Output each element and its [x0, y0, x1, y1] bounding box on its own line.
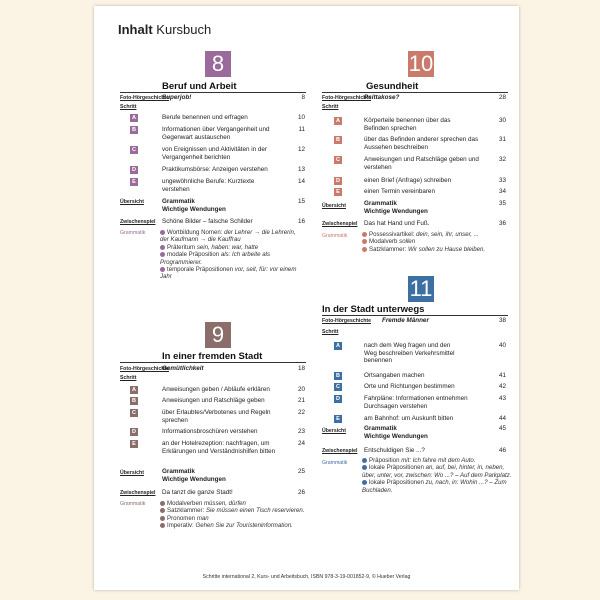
- item-page: 44: [498, 415, 506, 422]
- list-item: Orte und Richtungen bestimmen: [364, 383, 455, 390]
- bullet-icon: [362, 480, 367, 485]
- zwischen-label: Zwischenspiel: [120, 490, 156, 496]
- chapter-title-9: In einer fremden Stadt: [162, 351, 263, 362]
- step-box: A: [334, 342, 342, 350]
- chapter-number-9: 9: [205, 322, 231, 348]
- item-page: 20: [297, 386, 305, 393]
- grammar-item: Modalverben müssen, dürfen: [160, 500, 310, 507]
- step-box: D: [334, 177, 342, 185]
- chapter-title-8: Beruf und Arbeit: [162, 81, 237, 92]
- bullet-icon: [160, 267, 165, 272]
- foto-label: Foto-Hörgeschichte: [120, 366, 169, 372]
- divider: [322, 315, 508, 316]
- foto-label: Foto-Hörgeschichte: [120, 95, 169, 101]
- chapter-number-10: 10: [408, 51, 434, 76]
- foto-page: 8: [301, 94, 305, 101]
- step-box: D: [130, 428, 138, 436]
- list-item: nach dem Weg fragen und den Weg beschreiben Verkehrsmittel benennen: [364, 342, 455, 364]
- list-item: Berufe benennen und erfragen: [162, 114, 248, 121]
- chapter-title-11: In der Stadt unterwegs: [322, 304, 425, 315]
- bullet-icon: [362, 239, 367, 244]
- grammar-list: [160, 229, 300, 281]
- schritt-label: Schritt: [120, 375, 137, 381]
- step-box: A: [334, 117, 342, 125]
- book-page: [94, 6, 519, 590]
- item-page: 22: [297, 409, 305, 416]
- zwischen-text: Da tanzt die ganze Stadt!: [162, 489, 233, 496]
- divider: [120, 362, 306, 363]
- step-box: B: [334, 136, 342, 144]
- item-page: 43: [498, 395, 506, 402]
- bullet-icon: [160, 523, 165, 528]
- zwischen-page: 46: [498, 447, 506, 454]
- divider: [322, 92, 508, 93]
- zwischen-page: 16: [297, 218, 305, 225]
- grammar-item: Imperativ: Gehen Sie zur Touristeninformation.: [160, 522, 310, 529]
- foto-page: 28: [498, 94, 506, 101]
- step-box: E: [334, 188, 342, 196]
- step-box: B: [130, 126, 138, 134]
- grammar-item: Modalverb sollen: [362, 238, 508, 245]
- zwischen-page: 36: [498, 220, 506, 227]
- item-page: 41: [498, 372, 506, 379]
- grammar-item: Possessivartikel: dein, sein, ihr, unser, ...: [362, 231, 508, 238]
- bullet-icon: [362, 458, 367, 463]
- list-item: Anweisungen und Ratschläge geben und verstehen: [364, 156, 479, 171]
- divider: [120, 92, 306, 93]
- step-box: C: [130, 146, 138, 154]
- grammatik-label: Grammatik: [322, 460, 348, 466]
- item-page: 31: [498, 136, 506, 143]
- uebersicht-page: 45: [498, 425, 506, 432]
- foto-title: Psittakose?: [364, 94, 400, 101]
- step-box: D: [130, 166, 138, 174]
- foto-label: Foto-Hörgeschichte: [322, 318, 371, 324]
- uebersicht-page: 25: [297, 468, 305, 475]
- bullet-icon: [160, 516, 165, 521]
- foto-page: 38: [498, 317, 506, 324]
- item-page: 14: [297, 178, 305, 185]
- list-item: über das Befinden anderer sprechen das Aussehen beschreiben: [364, 136, 479, 151]
- grammar-item: Präposition mit: Ich fahre mit dem Auto.: [362, 457, 512, 464]
- step-box: C: [334, 383, 342, 391]
- grammar-item: Pronomen man: [160, 515, 310, 522]
- grammar-list: [160, 500, 310, 530]
- zwischen-label: Zwischenspiel: [120, 219, 156, 225]
- uebersicht-label: Übersicht: [322, 203, 346, 209]
- uebersicht-text: Grammatik Wichtige Wendungen: [162, 198, 226, 213]
- bullet-icon: [362, 247, 367, 252]
- item-page: 33: [498, 177, 506, 184]
- list-item: Informationsbroschüren verstehen: [162, 428, 258, 435]
- list-item: Informationen über Vergangenheit und Gegenwart austauschen: [162, 126, 270, 141]
- list-item: Anweisungen und Ratschläge geben: [162, 397, 265, 404]
- bullet-icon: [160, 230, 165, 235]
- step-box: A: [130, 386, 138, 394]
- uebersicht-label: Übersicht: [322, 428, 346, 434]
- item-page: 42: [498, 383, 506, 390]
- item-page: 13: [297, 166, 305, 173]
- list-item: einen Brief (Anfrage) schreiben: [364, 177, 452, 184]
- item-page: 34: [498, 188, 506, 195]
- list-item: ungewöhnliche Berufe: Kurztexte verstehen: [162, 178, 255, 193]
- step-box: B: [334, 372, 342, 380]
- grammar-item: Satzklammer: Sie müssen einen Tisch reservieren.: [160, 507, 310, 514]
- foto-title: Superjob!: [162, 94, 192, 101]
- schritt-label: Schritt: [322, 104, 339, 110]
- chapter-title-10: Gesundheit: [366, 81, 419, 92]
- zwischen-text: Entschuldigen Sie ...?: [364, 447, 425, 454]
- list-item: Anweisungen geben / Abläufe erklären: [162, 386, 270, 393]
- item-page: 30: [498, 117, 506, 124]
- zwischen-label: Zwischenspiel: [322, 448, 358, 454]
- uebersicht-text: Grammatik Wichtige Wendungen: [162, 468, 226, 483]
- grammatik-label: Grammatik: [120, 230, 146, 236]
- step-box: C: [334, 156, 342, 164]
- grammar-item: temporale Präpositionen vor, seit, für: vor einem Jahr: [160, 266, 297, 281]
- bullet-icon: [160, 501, 165, 506]
- list-item: Fahrpläne: Informationen entnehmen Durchsagen verstehen: [364, 395, 468, 410]
- step-box: B: [130, 397, 138, 405]
- grammar-list: [362, 457, 512, 494]
- uebersicht-label: Übersicht: [120, 199, 144, 205]
- zwischen-text: Schöne Bilder – falsche Schilder: [162, 218, 253, 225]
- chapter-number-11: 11: [409, 276, 433, 301]
- zwischen-label: Zwischenspiel: [322, 221, 358, 227]
- item-page: 10: [297, 114, 305, 121]
- grammar-item: Wortbildung Nomen: der Lehrer → die Lehrerin, der Kaufmann → die Kauffrau: [160, 229, 296, 244]
- footer-text: Schritte international 2, Kurs- und Arbeitsbuch, ISBN 978-3-19-001852-9, © Hueber Verlag: [202, 574, 411, 580]
- step-box: E: [334, 415, 342, 423]
- schritt-label: Schritt: [120, 104, 137, 110]
- item-page: 12: [297, 146, 305, 153]
- item-page: 24: [297, 440, 305, 447]
- uebersicht-page: 15: [297, 198, 305, 205]
- step-box: D: [334, 395, 342, 403]
- foto-title: Fremde Männer: [382, 317, 429, 324]
- step-box: A: [130, 114, 138, 122]
- list-item: Ortsangaben machen: [364, 372, 425, 379]
- item-page: 11: [298, 126, 305, 133]
- page-title: Inhalt Kursbuch: [118, 22, 212, 37]
- list-item: Körperteile benennen über das Befinden sprechen: [364, 117, 451, 132]
- foto-title: Gemütlichkeit: [162, 365, 204, 372]
- foto-label: Foto-Hörgeschichte: [322, 95, 371, 101]
- foto-page: 18: [297, 365, 305, 372]
- grammar-item: modale Präposition als: Ich arbeite als Programmierer.: [160, 251, 270, 266]
- list-item: am Bahnhof: um Auskunft bitten: [364, 415, 454, 422]
- zwischen-page: 26: [297, 489, 305, 496]
- list-item: an der Hotelrezeption: nachfragen, um Erklärungen und Verständnishilfen bitten: [162, 440, 276, 455]
- list-item: Praktikumsbörse: Anzeigen verstehen: [162, 166, 268, 173]
- grammar-item: lokale Präpositionen an, auf, bei, hinter, in, neben, über, unter, vor, zwischen: Wo ...? – Auf dem Parkplatz.: [362, 464, 512, 479]
- bullet-icon: [160, 252, 165, 257]
- grammar-list: [362, 231, 508, 253]
- bullet-icon: [160, 508, 165, 513]
- bullet-icon: [160, 245, 165, 250]
- grammar-item: Satzklammer: Wir sollen zu Hause bleiben.: [362, 246, 508, 253]
- uebersicht-text: Grammatik Wichtige Wendungen: [364, 425, 428, 440]
- step-box: C: [130, 409, 138, 417]
- uebersicht-label: Übersicht: [120, 470, 144, 476]
- step-box: E: [130, 440, 138, 448]
- uebersicht-text: Grammatik Wichtige Wendungen: [364, 200, 428, 215]
- uebersicht-page: 35: [498, 200, 506, 207]
- list-item: einen Termin vereinbaren: [364, 188, 435, 195]
- bullet-icon: [362, 465, 367, 470]
- step-box: E: [130, 178, 138, 186]
- chapter-number-8: 8: [205, 51, 231, 77]
- grammar-item: lokale Präpositionen zu, nach, in: Wohin ...? – Zum Buchladen.: [362, 479, 507, 494]
- list-item: über Erlaubtes/Verbotenes und Regeln sprechen: [162, 409, 271, 424]
- item-page: 40: [498, 342, 506, 349]
- item-page: 21: [297, 397, 305, 404]
- grammatik-label: Grammatik: [120, 501, 146, 507]
- zwischen-text: Das hat Hand und Fuß.: [364, 220, 430, 227]
- item-page: 32: [498, 156, 506, 163]
- schritt-label: Schritt: [322, 329, 339, 335]
- bullet-icon: [362, 232, 367, 237]
- grammar-item: Präteritum sein, haben: war, hatte: [160, 244, 300, 251]
- grammatik-label: Grammatik: [322, 233, 348, 239]
- list-item: von Ereignissen und Aktivitäten in der Vergangenheit berichten: [162, 146, 268, 161]
- item-page: 23: [297, 428, 305, 435]
